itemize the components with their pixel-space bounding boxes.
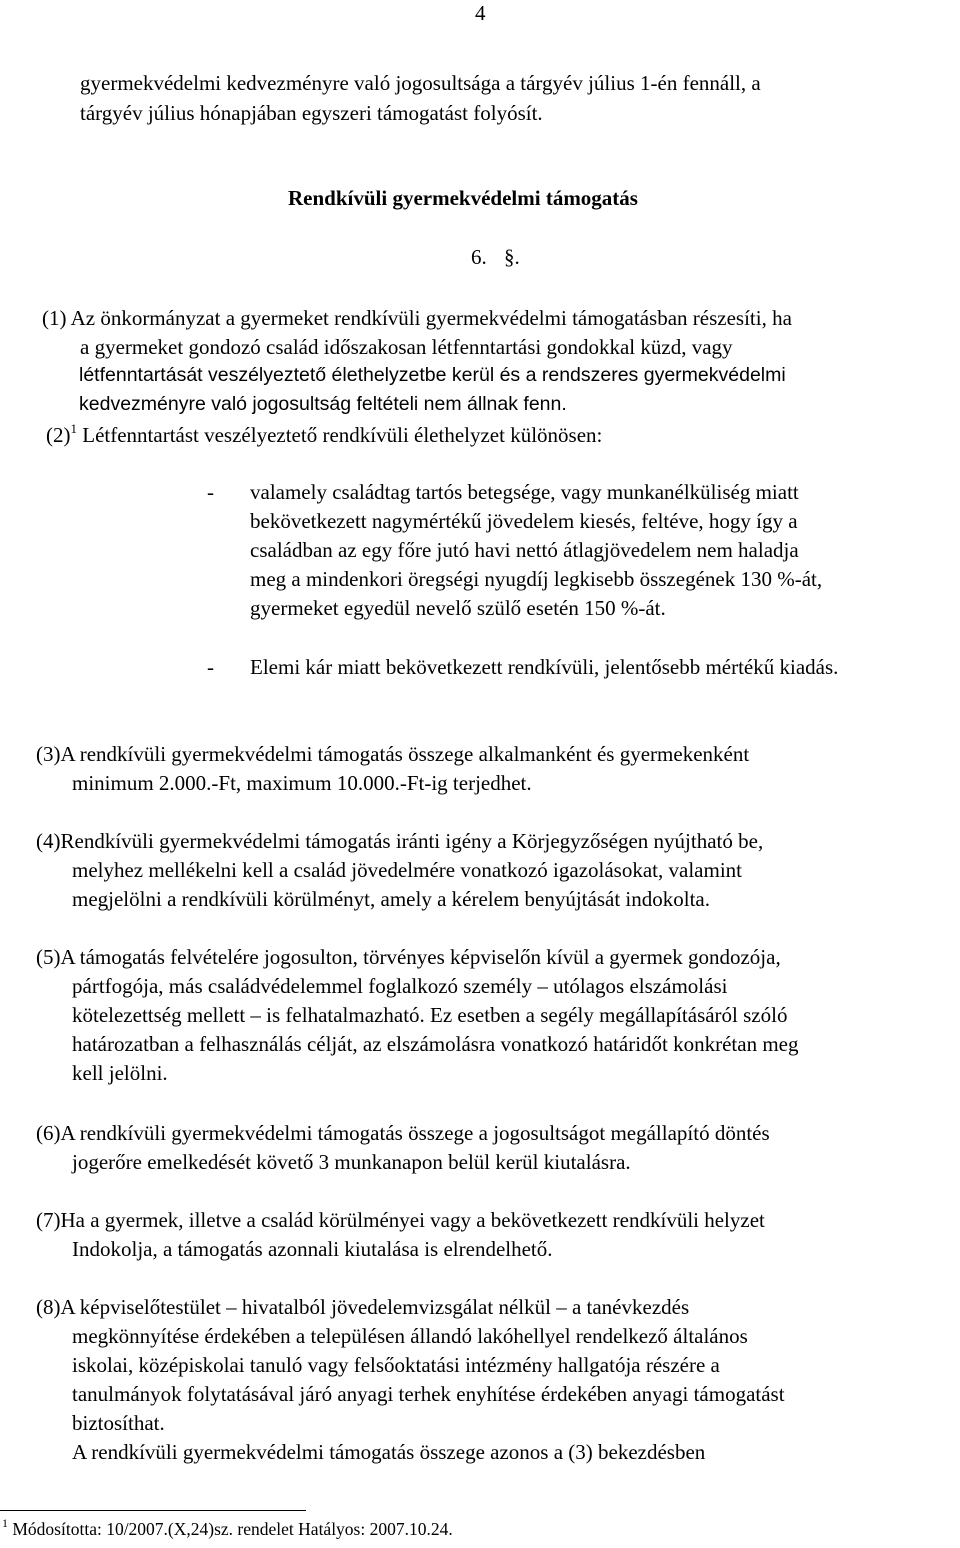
paragraph-line: kötelezettség mellett – is felhatalmazható. Ez esetben a segély megállapításáról szóló — [72, 1003, 788, 1027]
bullet-dash: - — [207, 655, 214, 679]
paragraph-line: határozatban a felhasználás célját, az elszámolásra vonatkozó határidőt konkrétan meg — [72, 1032, 799, 1056]
paragraph-line: (5)A támogatás felvételére jogosulton, törvényes képviselőn kívül a gyermek gondozója, — [36, 945, 781, 969]
footnote-reference: 1 — [70, 421, 77, 436]
section-symbol: §. — [504, 245, 520, 269]
paragraph-line: (3)A rendkívüli gyermekvédelmi támogatás összege alkalmanként és gyermekenként — [36, 742, 750, 766]
paragraph-line: (7)Ha a gyermek, illetve a család körülményei vagy a bekövetkezett rendkívüli helyzet — [36, 1208, 765, 1232]
paragraph-line: kell jelölni. — [72, 1061, 168, 1085]
paragraph-line: jogerőre emelkedését követő 3 munkanapon belül kerül kiutalásra. — [72, 1150, 631, 1174]
paragraph-line: biztosíthat. — [72, 1411, 165, 1435]
bullet-line: valamely családtag tartós betegsége, vagy munkanélküliség miatt — [250, 480, 799, 504]
paragraph-prefix: (2) — [46, 423, 71, 447]
paragraph-line: a gyermeket gondozó család időszakosan létfenntartási gondokkal küzd, vagy — [80, 335, 733, 359]
footnote-text: Módosította: 10/2007.(X,24)sz. rendelet Hatályos: 2007.10.24. — [8, 1519, 453, 1539]
intro-line: tárgyév július hónapjában egyszeri támogatást folyósít. — [80, 101, 543, 125]
paragraph-line: (8)A képviselőtestület – hivatalból jövedelemvizsgálat nélkül – a tanévkezdés — [36, 1295, 690, 1319]
paragraph-line: A rendkívüli gyermekvédelmi támogatás összege azonos a (3) bekezdésben — [72, 1440, 706, 1464]
bullet-line: Elemi kár miatt bekövetkezett rendkívüli, jelentősebb mértékű kiadás. — [250, 655, 839, 679]
paragraph-line: melyhez mellékelni kell a család jövedelmére vonatkozó igazolásokat, valamint — [72, 858, 742, 882]
paragraph-line: (1) Az önkormányzat a gyermeket rendkívüli gyermekvédelmi támogatásban részesíti, ha — [42, 306, 792, 330]
bullet-line: meg a mindenkori öregségi nyugdíj legkisebb összegének 130 %-át, — [250, 567, 823, 591]
footnote — [2, 1516, 453, 1539]
paragraph-line: kedvezményre való jogosultság feltételi nem állnak fenn. — [79, 393, 567, 415]
intro-line: gyermekvédelmi kedvezményre való jogosultsága a tárgyév július 1-én fennáll, a — [80, 71, 761, 95]
section-number — [471, 247, 520, 268]
bullet-dash: - — [207, 480, 214, 504]
paragraph-line — [46, 421, 603, 447]
paragraph-line: pártfogója, más családvédelemmel foglalkozó személy – utólagos elszámolási — [72, 974, 728, 998]
paragraph-line: (4)Rendkívüli gyermekvédelmi támogatás iránti igény a Körjegyzőségen nyújtható be, — [36, 829, 764, 853]
footnote-separator — [0, 1510, 306, 1511]
paragraph-line: megkönnyítése érdekében a településen állandó lakóhellyel rendelkező általános — [72, 1324, 748, 1348]
paragraph-text: Létfenntartást veszélyeztető rendkívüli élethelyzet különösen: — [77, 423, 603, 447]
section-title: Rendkívüli gyermekvédelmi támogatás — [288, 186, 638, 210]
paragraph-line: létfenntartását veszélyeztető élethelyzetbe kerül és a rendszeres gyermekvédelmi — [79, 364, 786, 386]
paragraph-line: tanulmányok folytatásával járó anyagi terhek enyhítése érdekében anyagi támogatást — [72, 1382, 785, 1406]
footnote-number: 1 — [2, 1516, 8, 1530]
bullet-line: családban az egy főre jutó havi nettó átlagjövedelem nem haladja — [250, 538, 799, 562]
bullet-line: gyermeket egyedül nevelő szülő esetén 150 %-át. — [250, 596, 666, 620]
section-number-text: 6. — [471, 245, 487, 269]
paragraph-line: megjelölni a rendkívüli körülményt, amely a kérelem benyújtását indokolta. — [72, 887, 710, 911]
paragraph-line: (6)A rendkívüli gyermekvédelmi támogatás összege a jogosultságot megállapító döntés — [36, 1121, 770, 1145]
paragraph-line: Indokolja, a támogatás azonnali kiutalása is elrendelhető. — [72, 1237, 553, 1261]
paragraph-line: minimum 2.000.-Ft, maximum 10.000.-Ft-ig terjedhet. — [72, 771, 532, 795]
bullet-line: bekövetkezett nagymértékű jövedelem kiesés, feltéve, hogy így a — [250, 509, 798, 533]
page-number: 4 — [475, 1, 486, 25]
paragraph-line: iskolai, középiskolai tanuló vagy felsőoktatási intézmény hallgatója részére a — [72, 1353, 720, 1377]
